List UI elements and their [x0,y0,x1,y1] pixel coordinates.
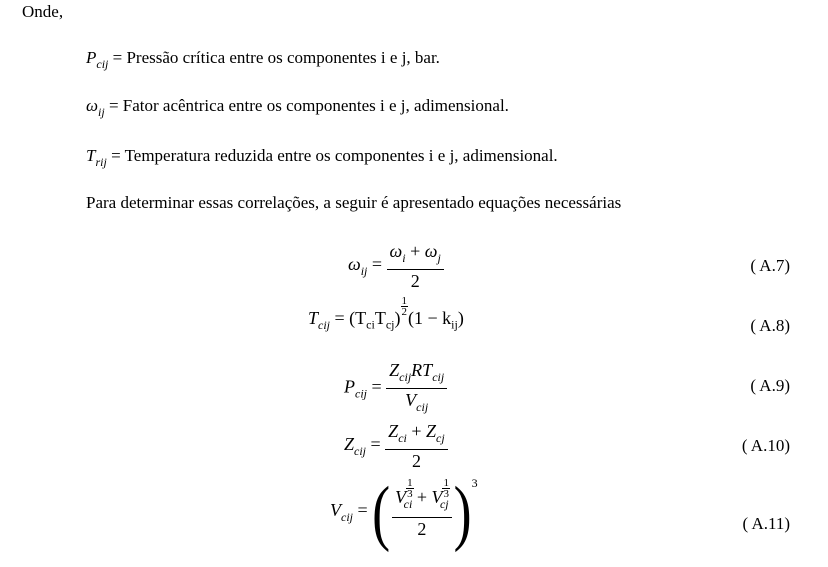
definition-text: = Temperatura reduzida entre os componentes i e j, adimensional. [106,146,558,165]
definition-text: = Fator acêntrica entre os componentes i e j, adimensional. [104,96,509,115]
equation-a11: $V_{cij}$ = ( V $\frac{1}{3}$ $_{ci}$ + V $\frac{1}{3}$ $_{cj}$ 2 )$^3$ [330,471,478,553]
equation-number: ( A.11) [742,514,790,533]
paragraph-text: Para determinar essas correlações, a seguir é apresentado equações necessárias [86,193,622,212]
symbol: ω [86,96,99,115]
equation-number: ( A.8) [750,316,790,335]
equation-a10: $Z_{cij}$ = $\frac{Z_{ci} + Z_{cj}}{2}$ [344,420,448,472]
intro-text: Onde, [22,2,64,21]
equation-a8: $T_{cij} = (T_{ci}T_{cj})$ $\frac{1}{2}$ $(1 - k_{ij})$ [308,295,464,332]
equation-number: ( A.9) [750,376,790,395]
subscript: rij [95,155,107,169]
definition-trij [86,146,558,172]
equation-a7: $\omega_{ij}$ = $\frac{\omega_i + \omega_j}{2}$ [348,240,444,292]
equation-number: ( A.10) [741,436,790,455]
definition-pcij [86,48,440,74]
subscript: cij [96,57,109,71]
symbol: T [86,146,96,165]
definition-text: = Pressão crítica entre os componentes i e j, bar. [108,48,440,67]
definition-omega-ij [86,96,509,122]
symbol: P [86,48,97,67]
subscript: ij [98,105,105,119]
equation-number: ( A.7) [750,256,790,275]
equation-a9: $P_{cij}$ = $\frac{Z_{cij}RT_{cij}}{V_{cij}}$ [344,359,447,418]
